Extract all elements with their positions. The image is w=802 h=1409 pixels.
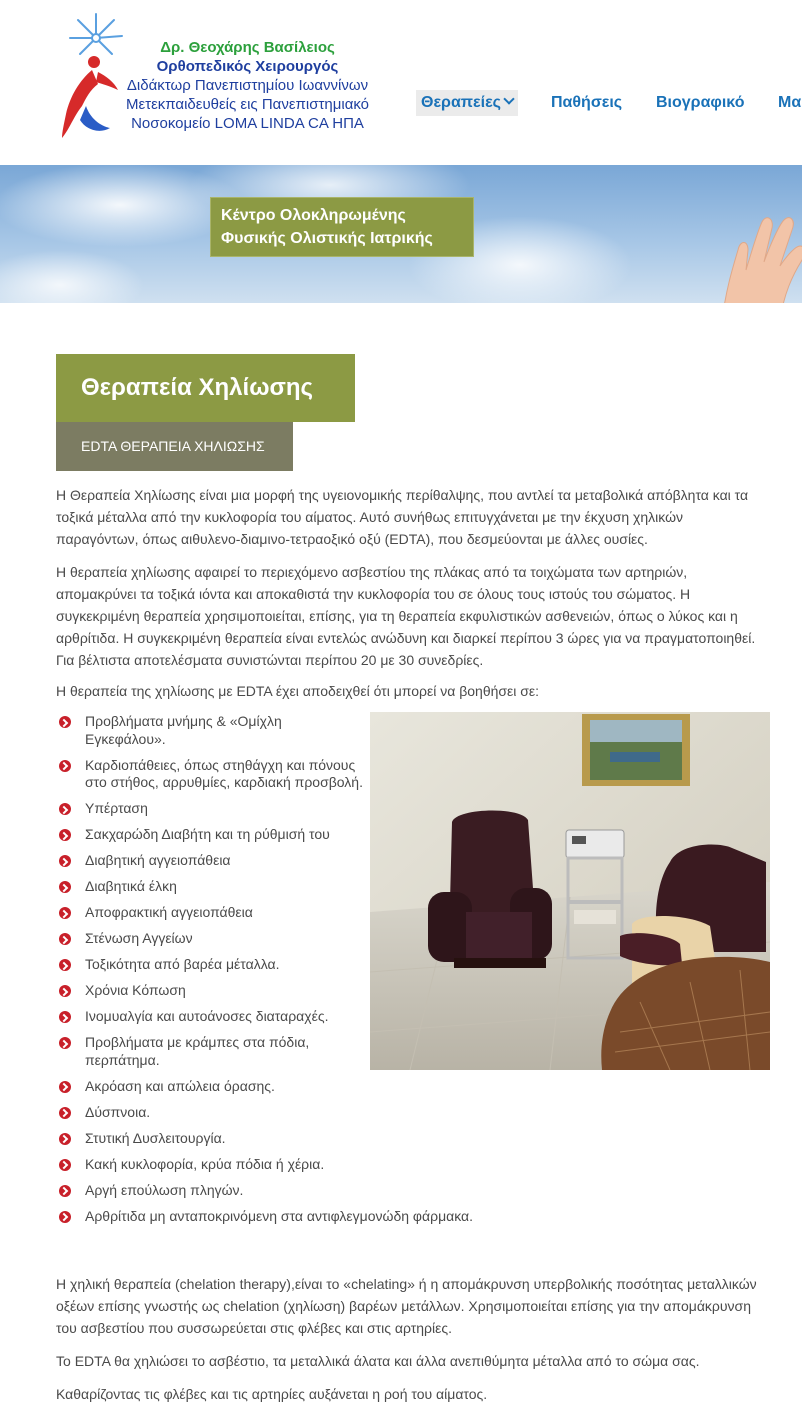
list-item-text: Διαβητική αγγειοπάθεια xyxy=(85,852,231,868)
chevron-circle-right-icon xyxy=(59,760,71,772)
blood-flow-note: Καθαρίζοντας τις φλέβες και τις αρτηρίες αυξάνεται η ροή του αίματος. xyxy=(56,1386,488,1402)
list-item-text: Ινομυαλγία και αυτοάνοσες διαταραχές. xyxy=(85,1008,329,1024)
chevron-circle-right-icon xyxy=(59,803,71,815)
list-item xyxy=(56,800,366,818)
chevron-circle-right-icon xyxy=(59,1011,71,1023)
nav-item-conditions[interactable] xyxy=(551,90,622,116)
chevron-circle-right-icon xyxy=(59,881,71,893)
list-item xyxy=(56,1156,366,1174)
site-header xyxy=(0,0,802,165)
edta-effect: Το EDTA θα χηλιώσει το ασβέστιο, τα μεταλλικά άλατα και άλλα ανεπιθύμητα μέταλλα από το σώμα σας. xyxy=(56,1353,700,1369)
chevron-circle-right-icon xyxy=(59,716,71,728)
list-item-text: Τοξικότητα από βαρέα μέταλλα. xyxy=(85,956,280,972)
logo-credential-1: Διδάκτωρ Πανεπιστημίου Ιωαννίνων xyxy=(126,77,369,94)
page-title-box xyxy=(56,354,355,422)
chevron-circle-right-icon xyxy=(59,985,71,997)
chevron-circle-right-icon xyxy=(59,907,71,919)
banner-tagline-line2: Φυσικής Ολιστικής Ιατρικής xyxy=(221,230,433,247)
hand-image xyxy=(692,210,802,303)
list-item-text: Υπέρταση xyxy=(85,800,148,816)
chevron-circle-right-icon xyxy=(59,1081,71,1093)
chevron-circle-right-icon xyxy=(59,933,71,945)
list-item xyxy=(56,982,366,1000)
nav-item-therapies[interactable] xyxy=(416,90,518,116)
nav-item-biography-label: Βιογραφικό xyxy=(656,94,745,111)
list-item xyxy=(56,826,366,844)
benefits-list xyxy=(56,713,474,1234)
list-item xyxy=(56,1078,366,1096)
list-item-text: Χρόνια Κόπωση xyxy=(85,982,186,998)
description-paragraph: Η θεραπεία χηλίωσης αφαιρεί το περιεχόμενο ασβεστίου της πλάκας από τα τοιχώματα των αρτηριών, απομακρύνει τα τοξικά ιόντα και αποκαθιστά την κυκλοφορία του σε όλους τους ιστούς του σώματος. Η συγκεκριμένη θεραπεία χρησιμοποιείται, επίσης, για τη θεραπεία εκφυλιστικών ασθενειών, όπως ο λύκος και η αρθρίτιδα. Η συγκεκριμένη θεραπεία είναι εντελώς ανώδυνη και διαρκεί περίπου 3 ώρες για να πραγματοποιηθεί. Για βέλτιστα αποτελέσματα συνιστώνται περίπου 20 με 30 συνεδρίες. xyxy=(56,564,756,668)
logo-specialty: Ορθοπεδικός Χειρουργός xyxy=(156,58,339,75)
chevron-down-icon xyxy=(503,93,514,104)
list-item-text: Καρδιοπάθειες, όπως στηθάγχη και πόνους στο στήθος, αρρυθμίες, καρδιακή προσβολή. xyxy=(85,756,363,790)
list-item-text: Στένωση Αγγείων xyxy=(85,930,193,946)
list-item-text: Διαβητικά έλκη xyxy=(85,878,177,894)
list-item-text: Δύσπνοια. xyxy=(85,1103,151,1120)
list-item-text: Αποφρακτική αγγειοπάθεια xyxy=(85,904,253,920)
list-item xyxy=(56,1008,366,1026)
chevron-circle-right-icon xyxy=(59,829,71,841)
chevron-circle-right-icon xyxy=(59,855,71,867)
list-item-text: Ακρόαση και απώλεια όρασης. xyxy=(85,1077,275,1094)
chelation-explanation: Η χηλική θεραπεία (chelation therapy),είναι το «chelating» ή η απομάκρυνση υπερβολικής ποσότητας μεταλλικών οξέων επίσης γνωστής ως chelation (χηλίωση) βαρέων μετάλλων. Χρησιμοποιείται επίσης για την απομάκρυνση του ασβεστίου που συσσωρεύεται στις φλέβες και στις αρτηρίες. xyxy=(56,1276,757,1336)
list-item xyxy=(56,1182,366,1200)
list-item-text: Προβλήματα μνήμης & «Ομίχλη Εγκεφάλου». xyxy=(85,713,282,747)
page-subtitle-box xyxy=(56,422,293,471)
logo-credential-2: Μετεκπαιδευθείς εις Πανεπιστημιακό xyxy=(125,96,370,113)
list-item-text: Στυτική Δυσλειτουργία. xyxy=(85,1129,226,1146)
logo-credential-3: Νοσοκομείο LOMA LINDA CA ΗΠΑ xyxy=(131,115,364,132)
list-item xyxy=(56,1034,366,1069)
banner-tagline-box xyxy=(210,197,474,257)
page-subtitle: EDTA ΘΕΡΑΠΕΙΑ ΧΗΛΙΩΣΗΣ xyxy=(81,438,265,454)
chevron-circle-right-icon xyxy=(59,1159,71,1171)
list-item-text: Αργή επούλωση πληγών. xyxy=(85,1181,244,1198)
list-item xyxy=(56,1208,555,1226)
logo-text[interactable] xyxy=(110,38,385,133)
nav-item-truncated-label: Μα xyxy=(778,94,802,111)
page-title: Θεραπεία Χηλίωσης xyxy=(81,374,314,401)
nav-item-biography[interactable] xyxy=(656,90,744,116)
nav-item-conditions-label: Παθήσεις xyxy=(551,94,623,111)
chevron-circle-right-icon xyxy=(59,1107,71,1119)
nav-item-therapies-label: Θεραπείες xyxy=(421,94,501,111)
list-item xyxy=(56,878,366,896)
list-item xyxy=(56,713,366,748)
hero-banner xyxy=(0,165,802,303)
benefits-intro: Η θεραπεία της χηλίωσης με EDTA έχει αποδειχθεί ότι μπορεί να βοηθήσει σε: xyxy=(56,683,540,699)
list-item-text: Προβλήματα με κράμπες στα πόδια, περπάτημα. xyxy=(85,1034,310,1068)
list-item xyxy=(56,757,366,792)
nav-item-truncated[interactable] xyxy=(778,90,801,116)
list-item-text: Αρθρίτιδα μη ανταποκρινόμενη στα αντιφλεγμονώδη φάρμακα. xyxy=(85,1207,474,1224)
list-item xyxy=(56,930,366,948)
intro-paragraph: Η Θεραπεία Χηλίωσης είναι μια μορφή της υγειονομικής περίθαλψης, που αντλεί τα μεταβολικά απόβλητα και τα τοξικά μέταλλα από την κυκλοφορία του αίματος. Αυτό συνήθως επιτυγχάνεται με την έκχυση χηλικών παραγόντων, όπως αιθυλενο-διαμινο-τετραοξικό οξύ (EDTA), που δεσμεύονται με άλλες ουσίες. xyxy=(56,487,749,547)
list-item xyxy=(56,852,366,870)
list-item xyxy=(56,904,366,922)
list-item xyxy=(56,1104,366,1122)
list-item xyxy=(56,1130,366,1148)
clinic-room-photo xyxy=(370,712,770,1070)
banner-tagline-line1: Κέντρο Ολοκληρωμένης xyxy=(221,207,406,224)
list-item-text: Σακχαρώδη Διαβήτη και τη ρύθμισή του xyxy=(85,826,330,842)
logo-doctor-name: Δρ. Θεοχάρης Βασίλειος xyxy=(160,39,335,56)
list-item xyxy=(56,956,366,974)
chevron-circle-right-icon xyxy=(59,1185,71,1197)
chevron-circle-right-icon xyxy=(59,959,71,971)
list-item-text: Κακή κυκλοφορία, κρύα πόδια ή χέρια. xyxy=(85,1155,325,1172)
chevron-circle-right-icon xyxy=(59,1037,71,1049)
chevron-circle-right-icon xyxy=(59,1133,71,1145)
chevron-circle-right-icon xyxy=(59,1211,71,1223)
